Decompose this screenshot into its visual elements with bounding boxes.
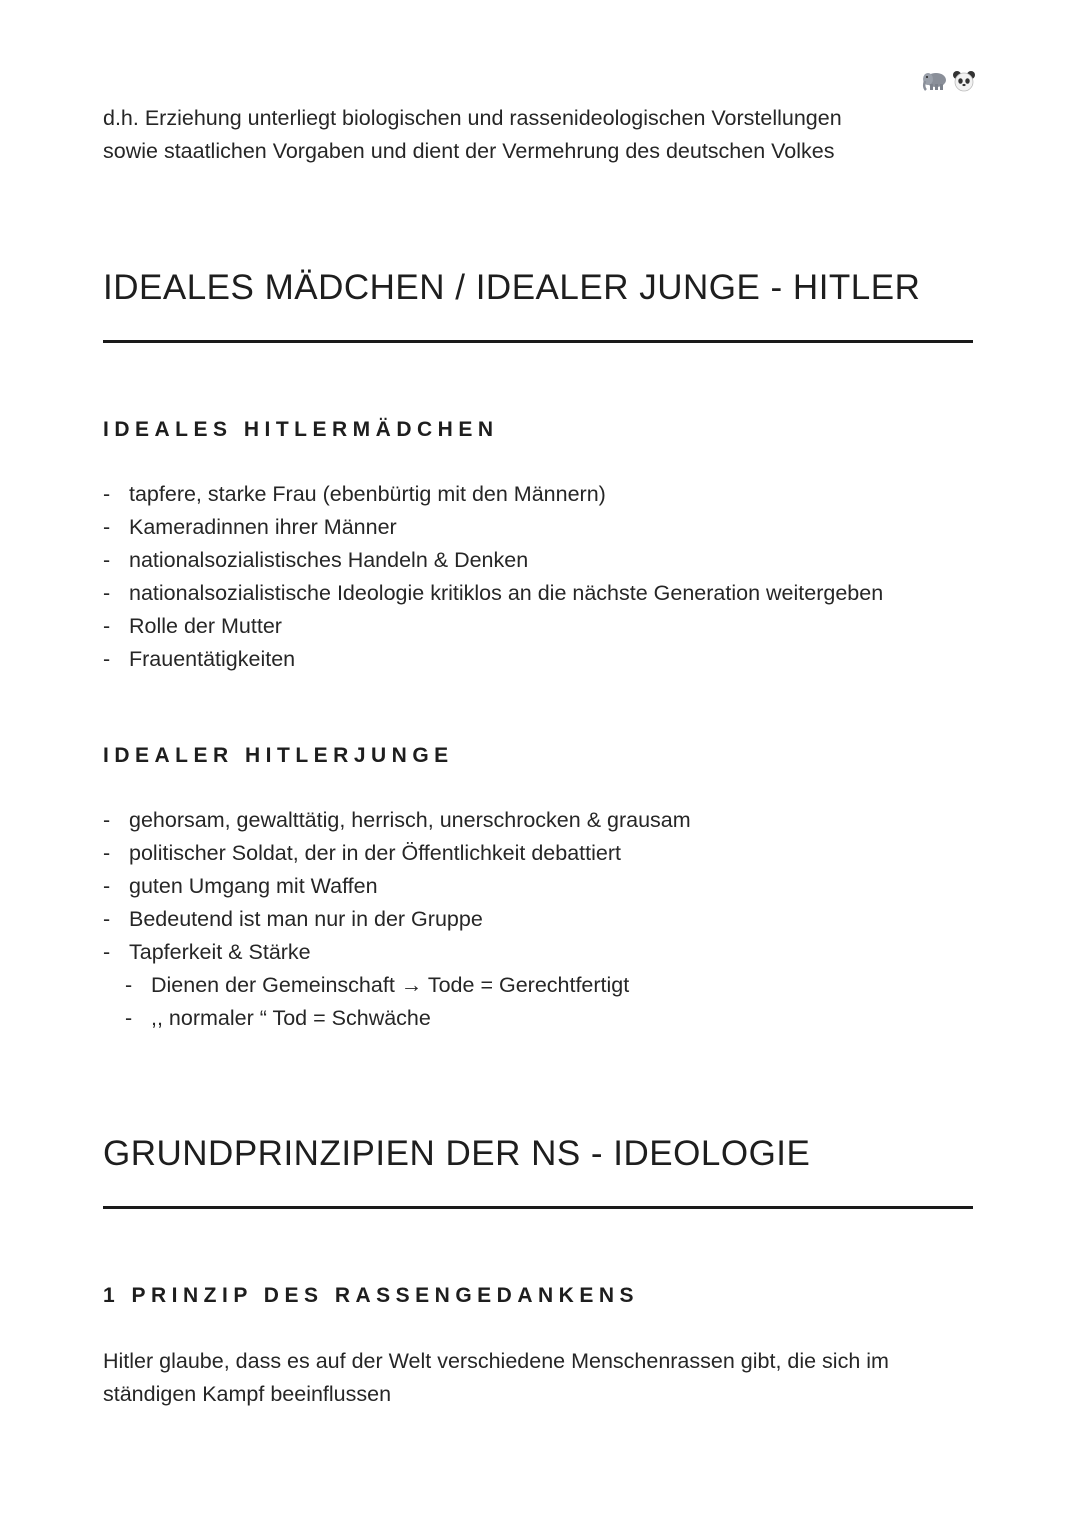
list-item: - Tapferkeit & Stärke: [103, 936, 1003, 969]
list-item: - Rolle der Mutter: [103, 610, 1003, 643]
paragraph-line: Hitler glaube, dass es auf der Welt verschiedene Menschenrassen gibt, die sich im: [103, 1349, 889, 1373]
section-divider: [103, 340, 973, 343]
list-item: - guten Umgang mit Waffen: [103, 870, 1003, 903]
section-divider: [103, 1206, 973, 1209]
paragraph-line: ständigen Kampf beeinflussen: [103, 1382, 392, 1406]
panda-icon: [952, 70, 976, 92]
list-item: - gehorsam, gewalttätig, herrisch, unerschrocken & grausam: [103, 804, 1003, 837]
subheading-ideal-boy: IDEALER HITLERJUNGE: [103, 744, 454, 767]
section-title-ideal: IDEALES MÄDCHEN / IDEALER JUNGE - HITLER: [103, 268, 921, 307]
list-item: - Bedeutend ist man nur in der Gruppe: [103, 903, 1003, 936]
list-item: - tapfere, starke Frau (ebenbürtig mit den Männern): [103, 478, 1003, 511]
emoji-decoration: [922, 70, 976, 92]
list-item: - politischer Soldat, der in der Öffentlichkeit debattiert: [103, 837, 1003, 870]
ideal-girl-list: [103, 478, 1003, 676]
intro-line: d.h. Erziehung unterliegt biologischen und rassenideologischen Vorstellungen: [103, 106, 842, 130]
principle-1-paragraph: [103, 1345, 983, 1411]
list-item: - Kameradinnen ihrer Männer: [103, 511, 1003, 544]
list-item: - Frauentätigkeiten: [103, 643, 1003, 676]
section-title-principles: GRUNDPRINZIPIEN DER NS - IDEOLOGIE: [103, 1134, 811, 1173]
intro-paragraph: [103, 102, 983, 168]
list-item: - nationalsozialistisches Handeln & Denken: [103, 544, 1003, 577]
sub-list-item: - Dienen der Gemeinschaft → Tode = Gerechtfertigt: [103, 969, 1003, 1002]
intro-line: sowie staatlichen Vorgaben und dient der Vermehrung des deutschen Volkes: [103, 139, 835, 163]
subheading-principle-1: 1 PRINZIP DES RASSENGEDANKENS: [103, 1284, 640, 1307]
sub-list-item: - ,, normaler “ Tod = Schwäche: [103, 1002, 1003, 1035]
subheading-ideal-girl: IDEALES HITLERMÄDCHEN: [103, 418, 499, 441]
ideal-boy-list: [103, 804, 1003, 1035]
list-item: - nationalsozialistische Ideologie kritiklos an die nächste Generation weitergeben: [103, 577, 1003, 610]
elephant-icon: [922, 70, 948, 92]
